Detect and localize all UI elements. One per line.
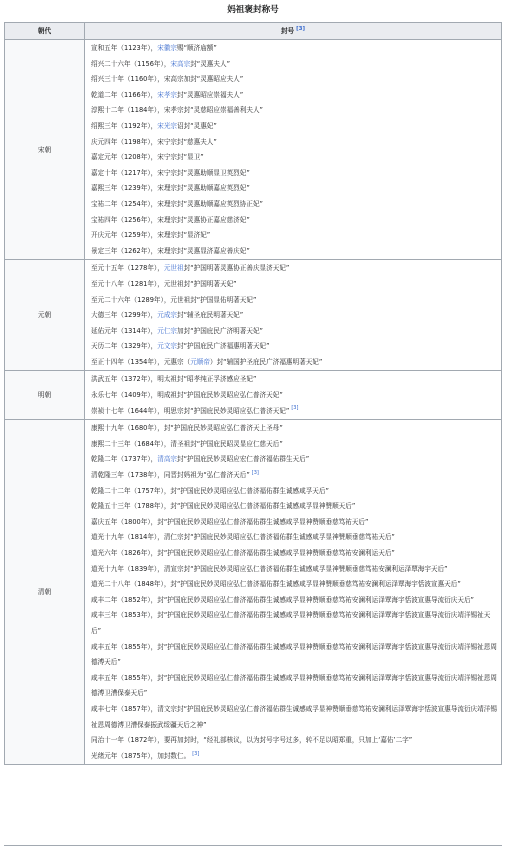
entry-text: 延佑元年（1314年）， — [91, 326, 158, 335]
title-entry — [91, 640, 497, 671]
title-entry — [91, 277, 497, 293]
header-title-ref-link[interactable]: [3] — [296, 25, 306, 32]
entry-text-tail: 封“辅圣庇民明著天妃” — [177, 311, 244, 320]
emperor-link[interactable]: 宋孝宗 — [157, 90, 178, 99]
emperor-link[interactable]: 清高宗 — [157, 455, 178, 464]
entry-text: 乾隆五十三年（1788年），封“护国庇民妙灵昭应弘仁普济福佑群生诚感咸孚显神赞顺天后” — [91, 502, 356, 511]
title-entry — [91, 421, 497, 437]
entry-text: 道光十九年（1814年），清仁宗封“护国庇民妙灵昭应弘仁普济福佑群生诚感咸孚显神赞顺垂慈笃祐天后” — [91, 533, 395, 542]
titles-cell — [85, 371, 502, 420]
title-entry — [91, 355, 497, 371]
dynasty-row — [5, 40, 502, 260]
header-title — [85, 23, 502, 40]
entry-text: 大德三年（1299年）， — [91, 311, 158, 320]
title-entry — [91, 437, 497, 453]
dynasty-cell: 清朝 — [5, 420, 85, 765]
emperor-link[interactable]: 元仁宗 — [157, 326, 178, 335]
title-entry — [91, 546, 497, 562]
entry-text-tail: ）封“辅国护圣庇民广济福惠明著天妃” — [209, 357, 323, 366]
entry-text: 康熙十九年（1680年），封“护国庇民妙灵昭应弘仁普济天上圣母” — [91, 424, 283, 433]
entry-text: 乾隆二十二年（1757年），封“护国庇民妙灵昭应弘仁普济福佑群生诚感咸孚天后” — [91, 486, 329, 495]
titles-table — [4, 22, 502, 765]
header-dynasty: 朝代 — [5, 23, 85, 40]
title-entry — [91, 213, 497, 229]
entry-text: 永乐七年（1409年），明成祖封“护国庇民妙灵昭应弘仁普济天妃” — [91, 391, 283, 400]
entry-text: 至元二十六年（1289年），元世祖封“护国显佑明著天妃” — [91, 295, 257, 304]
dynasty-cell: 宋朝 — [5, 40, 85, 260]
title-entry — [91, 103, 497, 119]
title-entry — [91, 166, 497, 182]
entry-text: 绍熙三年（1192年）， — [91, 121, 158, 130]
title-entry — [91, 197, 497, 213]
entry-text: 嘉定十年（1217年），宋宁宗封“灵惠助顺显卫英烈妃” — [91, 168, 250, 177]
title-entry — [91, 593, 497, 609]
emperor-link[interactable]: 元文宗 — [157, 342, 178, 351]
title-entry — [91, 530, 497, 546]
dynasty-row — [5, 420, 502, 765]
entry-text: 景定三年（1262年），宋理宗封“灵惠显济嘉应善庆妃” — [91, 246, 250, 255]
title-entry — [91, 372, 497, 388]
entry-text-tail: 封“护国庇民广济福惠明著天妃” — [177, 342, 270, 351]
entry-text: 咸丰三年（1853年），封“护国庇民妙灵昭应弘仁普济福佑群生诚感咸孚显神赞顺垂慈笃祐安澜利运泽覃海宇恬波宣惠导流衍庆靖洋锡祉天后” — [91, 611, 491, 635]
title-entry — [91, 499, 497, 515]
entry-text: 道光十九年（1839年），清宣宗封“护国庇民妙灵昭应弘仁普济福佑群生诚感咸孚显神赞顺垂慈笃祐安澜利运泽覃海宇天后” — [91, 564, 448, 573]
title-entry — [91, 404, 497, 420]
title-entry — [91, 181, 497, 197]
title-entry — [91, 308, 497, 324]
emperor-link[interactable]: 宋徽宗 — [157, 44, 178, 52]
entry-text: 天历二年（1329年）， — [91, 342, 158, 351]
title-entry — [91, 119, 497, 135]
title-entry — [91, 671, 497, 702]
title-entry — [91, 484, 497, 500]
table-body — [5, 40, 502, 765]
dynasty-row — [5, 371, 502, 420]
entry-text-tail: 封“护国庇民妙灵昭应宏仁普济福佑群生天后” — [177, 455, 310, 464]
entry-text-tail: 诏封“灵惠妃” — [177, 121, 217, 130]
title-entry — [91, 608, 497, 639]
dynasty-cell: 明朝 — [5, 371, 85, 420]
entry-text: 绍兴三十年（1160年），宋高宗加封“灵惠昭应夫人” — [91, 75, 244, 84]
title-entry — [91, 388, 497, 404]
entry-text: 咸丰五年（1855年），封“护国庇民妙灵昭应弘仁普济福佑群生诚感咸孚显神赞顺垂慈笃祐安澜利运泽覃海宇恬波宣惠导流衍庆靖洋锡祉恩周德溥天后” — [91, 642, 497, 667]
title-entry — [91, 749, 497, 765]
entry-text: 乾道二年（1166年）， — [91, 90, 158, 99]
title-entry — [91, 135, 497, 151]
table-bottom-edge — [4, 845, 502, 850]
entry-text: 嘉定元年（1208年），宋宁宗封“显卫” — [91, 153, 204, 162]
title-entry — [91, 228, 497, 244]
title-entry — [91, 339, 497, 355]
entry-text: 至元十五年（1278年）， — [91, 264, 164, 273]
emperor-link[interactable]: 元顺帝 — [190, 357, 210, 366]
table-caption: 妈祖褒封称号 — [227, 5, 279, 15]
emperor-link[interactable]: 宋高宗 — [170, 59, 191, 68]
title-entry — [91, 88, 497, 104]
title-entry — [91, 452, 497, 468]
entry-text: 咸丰二年（1852年），封“护国庇民妙灵昭应弘仁普济福佑群生诚感咸孚显神赞顺垂慈笃祐安澜利运泽覃海宇恬波宣惠导流衍庆天后” — [91, 595, 474, 604]
entry-text: 嘉庆五年（1800年），封“护国庇民妙灵昭应弘仁普济福佑群生诚感咸孚显神赞顺垂慈笃祐天后” — [91, 517, 369, 526]
reference-link[interactable]: [3] — [192, 750, 200, 757]
title-entry — [91, 150, 497, 166]
entry-text: 绍兴二十六年（1156年）， — [91, 59, 171, 68]
title-entry — [91, 702, 497, 733]
header-title-label: 封号 — [280, 27, 295, 35]
entry-text: 道光二十八年（1848年），封“护国庇民妙灵昭应弘仁普济福佑群生诚感咸孚显神赞顺垂慈笃祐安澜利运泽覃海宇恬波宣惠天后” — [91, 580, 461, 589]
reference-link[interactable]: [3] — [291, 405, 299, 412]
titles-cell — [85, 420, 502, 765]
title-entry — [91, 324, 497, 340]
title-entry — [91, 41, 497, 57]
entry-text: 同治十一年（1872年），要再加封时，“经礼部核议，以为封号字号过多，转不足以昭郑重，只加上‘嘉佑’二字” — [91, 736, 413, 745]
titles-cell — [85, 40, 502, 260]
entry-text: 咸丰五年（1855年），封“护国庇民妙灵昭应弘仁普济福佑群生诚感咸孚显神赞顺垂慈笃祐安澜利运泽覃海宇恬波宣惠导流衍庆靖洋锡祉恩周德溥卫漕保泰天后” — [91, 673, 497, 698]
entry-text: 至正十四年（1354年），元惠宗（ — [91, 357, 191, 366]
entry-text-tail: 封“灵惠昭应崇福夫人” — [177, 90, 244, 99]
entry-text: 开庆元年（1259年），宋理宗封“显济妃” — [91, 231, 211, 240]
entry-text: 康熙二十三年（1684年），清圣祖封“护国庇民昭灵显应仁慈天后” — [91, 439, 283, 448]
entry-text: 宝祐四年（1256年），宋理宗封“灵惠协正嘉应慈济妃” — [91, 215, 250, 224]
header-row — [5, 23, 502, 40]
entry-text: 咸丰七年（1857年），清文宗封“护国庇民妙灵昭应弘仁普济福佑群生诚感咸孚显神赞顺垂慈笃祐安澜利运泽覃海宇恬波宣惠导流衍庆靖洋锡祉恩周德溥卫漕保泰振武绥疆天后之神” — [91, 704, 497, 729]
title-entry — [91, 562, 497, 578]
dynasty-cell: 元朝 — [5, 260, 85, 371]
reference-link[interactable]: [3] — [251, 469, 259, 476]
entry-text-tail: 加封“护国庇民广济明著天妃” — [177, 326, 263, 335]
emperor-link[interactable]: 宋光宗 — [157, 121, 178, 130]
title-entry — [91, 468, 497, 484]
entry-text: 庆元四年（1198年），宋宁宗封“慈惠夫人” — [91, 137, 217, 146]
entry-text: 淳熙十二年（1184年），宋孝宗封“灵慈昭应崇福善利夫人” — [91, 106, 263, 115]
entry-text: 洪武五年（1372年），明太祖封“昭孝纯正孚济感应圣妃” — [91, 375, 257, 384]
emperor-link[interactable]: 元成宗 — [157, 311, 178, 320]
entry-text: 崇祯十七年（1644年），明思宗封“护国庇民妙灵昭应弘仁普济天妃” — [91, 406, 290, 415]
title-entry — [91, 733, 497, 749]
entry-text: 嘉熙三年（1239年），宋理宗封“灵惠助顺嘉应英烈妃” — [91, 184, 250, 193]
title-entry — [91, 72, 497, 88]
entry-text: 宝祐二年（1254年），宋理宗封“灵惠助顺嘉应英烈协正妃” — [91, 199, 263, 208]
title-entry — [91, 244, 497, 260]
entry-text: 至元十八年（1281年），元世祖封“护国明著天妃” — [91, 279, 237, 288]
entry-text-tail: 赐“顺济庙额” — [177, 44, 217, 52]
entry-text: 道光六年（1826年），封“护国庇民妙灵昭应弘仁普济福佑群生诚感咸孚显神赞顺垂慈笃祐安澜利运天后” — [91, 549, 395, 557]
entry-text: 乾隆二年（1737年）， — [91, 455, 158, 464]
dynasty-row — [5, 260, 502, 371]
entry-text: 宣和五年（1123年）， — [91, 44, 158, 52]
entry-text-tail: 封“灵惠夫人” — [190, 59, 231, 68]
title-entry — [91, 261, 497, 277]
titles-cell — [85, 260, 502, 371]
title-entry — [91, 577, 497, 593]
entry-text-tail: 封“护国明著灵惠协正善庆显济天妃” — [183, 264, 290, 273]
entry-text: 清乾隆三年（1738年），同晋封妈祖为“弘仁普济天后” — [91, 471, 250, 480]
entry-text: 光绪元年（1875年），加封数仁。 — [91, 751, 191, 760]
title-entry — [91, 515, 497, 531]
title-entry — [91, 293, 497, 309]
title-entry — [91, 57, 497, 73]
emperor-link[interactable]: 元世祖 — [163, 264, 184, 273]
